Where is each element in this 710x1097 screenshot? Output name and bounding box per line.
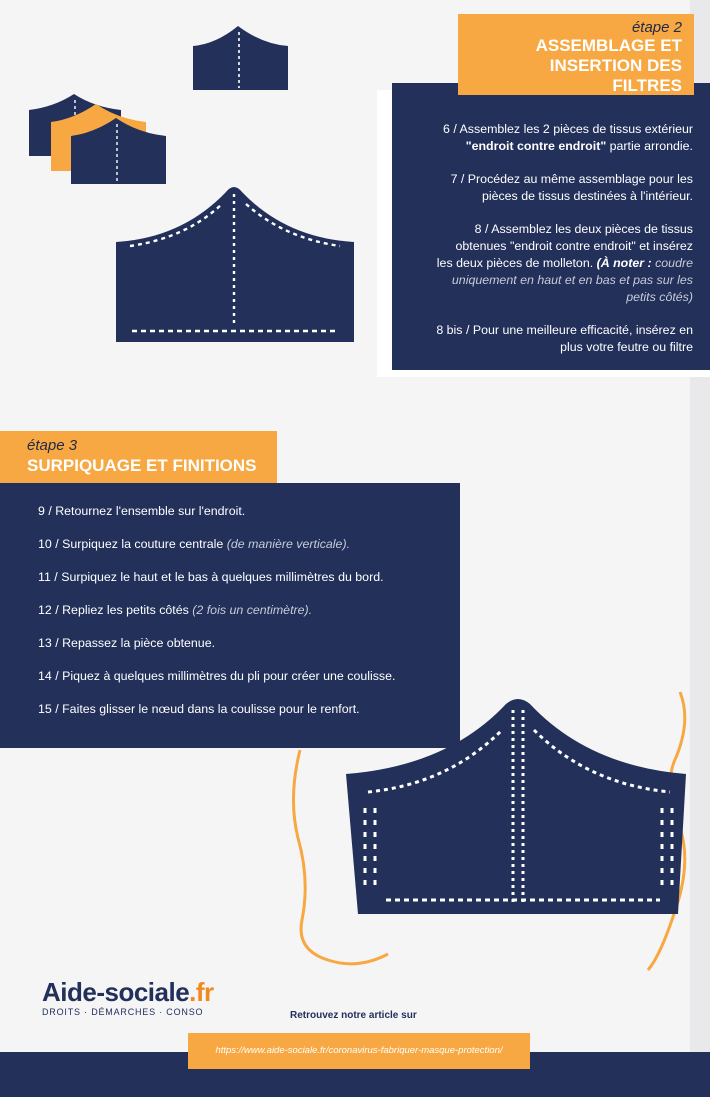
step3-item-10-text: 10 / Surpiquez la couture centrale bbox=[38, 537, 224, 551]
step3-title: SURPIQUAGE ET FINITIONS bbox=[27, 456, 257, 475]
step2-item-6-bold: "endroit contre endroit" bbox=[465, 139, 607, 153]
step2-item-8-line1: 8 / Assemblez les deux pièces de tissus bbox=[474, 222, 693, 236]
step3-item-15-text: 15 / Faites glisser le nœud dans la coulisse pour le renfort. bbox=[38, 702, 360, 716]
step2-title-line2: INSERTION DES bbox=[549, 56, 682, 75]
step3-item-11-text: 11 / Surpiquez le haut et le bas à quelques millimètres du bord. bbox=[38, 570, 384, 584]
step3-item-11 bbox=[38, 569, 458, 602]
brand-logo bbox=[42, 977, 214, 1017]
step2-item-8bis bbox=[410, 322, 693, 356]
step3-header bbox=[0, 431, 277, 483]
step2-item-8bis-line2: plus votre feutre ou filtre bbox=[560, 340, 693, 354]
step2-item-7 bbox=[410, 171, 693, 205]
brand-tagline: DROITS · DÉMARCHES · CONSO bbox=[42, 1007, 204, 1017]
step2-panel bbox=[392, 83, 710, 370]
step3-number: étape 3 bbox=[27, 437, 78, 454]
step2-item-8-line3: les deux pièces de molleton. bbox=[436, 256, 597, 270]
step2-item-8-line5: petits côtés) bbox=[626, 290, 693, 304]
step2-item-7-line1: 7 / Procédez au même assemblage pour les bbox=[450, 172, 693, 186]
step3-item-14-text: 14 / Piquez à quelques millimètres du pli pour créer une coulisse. bbox=[38, 669, 396, 683]
brand-tld: .fr bbox=[189, 977, 214, 1007]
step2-item-6 bbox=[410, 121, 693, 155]
step3-item-12-text: 12 / Repliez les petits côtés bbox=[38, 603, 193, 617]
mask-pieces-stack-icon bbox=[26, 92, 176, 187]
step2-title-line1: ASSEMBLAGE ET bbox=[535, 36, 682, 55]
step2-number: étape 2 bbox=[631, 19, 682, 36]
step3-item-9-text: 9 / Retournez l'ensemble sur l'endroit. bbox=[38, 504, 246, 518]
step2-item-6-end: partie arrondie. bbox=[606, 139, 693, 153]
step3-item-13 bbox=[38, 635, 458, 668]
step2-item-6-text: 6 / Assemblez les 2 pièces de tissus extérieur bbox=[443, 122, 693, 136]
article-link-button[interactable]: https://www.aide-sociale.fr/coronavirus-fabriquer-masque-protection/ bbox=[188, 1033, 530, 1069]
step2-item-8-note-text: coudre bbox=[651, 256, 693, 270]
mask-assembled-icon bbox=[114, 178, 356, 343]
step3-item-9 bbox=[38, 503, 458, 536]
step2-item-8-line2: obtenues "endroit contre endroit" et insérez bbox=[455, 239, 693, 253]
step2-item-8bis-line1: 8 bis / Pour une meilleure efficacité, insérez en bbox=[436, 323, 693, 337]
step2-title-line3: FILTRES bbox=[612, 76, 682, 95]
step3-item-10 bbox=[38, 536, 458, 569]
mask-finished-icon bbox=[288, 688, 698, 980]
mask-piece-icon bbox=[190, 22, 292, 92]
step2-item-8-line4: uniquement en haut et en bas et pas sur les bbox=[451, 273, 693, 287]
step2-item-7-line2: pièces de tissus destinées à l'intérieur. bbox=[481, 189, 693, 203]
step3-item-10-note: (de manière verticale). bbox=[226, 537, 351, 551]
step3-item-12-note: (2 fois un centimètre). bbox=[192, 603, 313, 617]
step2-item-8-note: (À noter : bbox=[596, 256, 652, 270]
article-caption: Retrouvez notre article sur bbox=[290, 1010, 417, 1021]
step2-header bbox=[458, 14, 694, 95]
step3-item-12 bbox=[38, 602, 458, 635]
step3-item-13-text: 13 / Repassez la pièce obtenue. bbox=[38, 636, 216, 650]
step2-item-8 bbox=[410, 221, 693, 306]
brand-name: Aide-sociale bbox=[42, 977, 190, 1007]
